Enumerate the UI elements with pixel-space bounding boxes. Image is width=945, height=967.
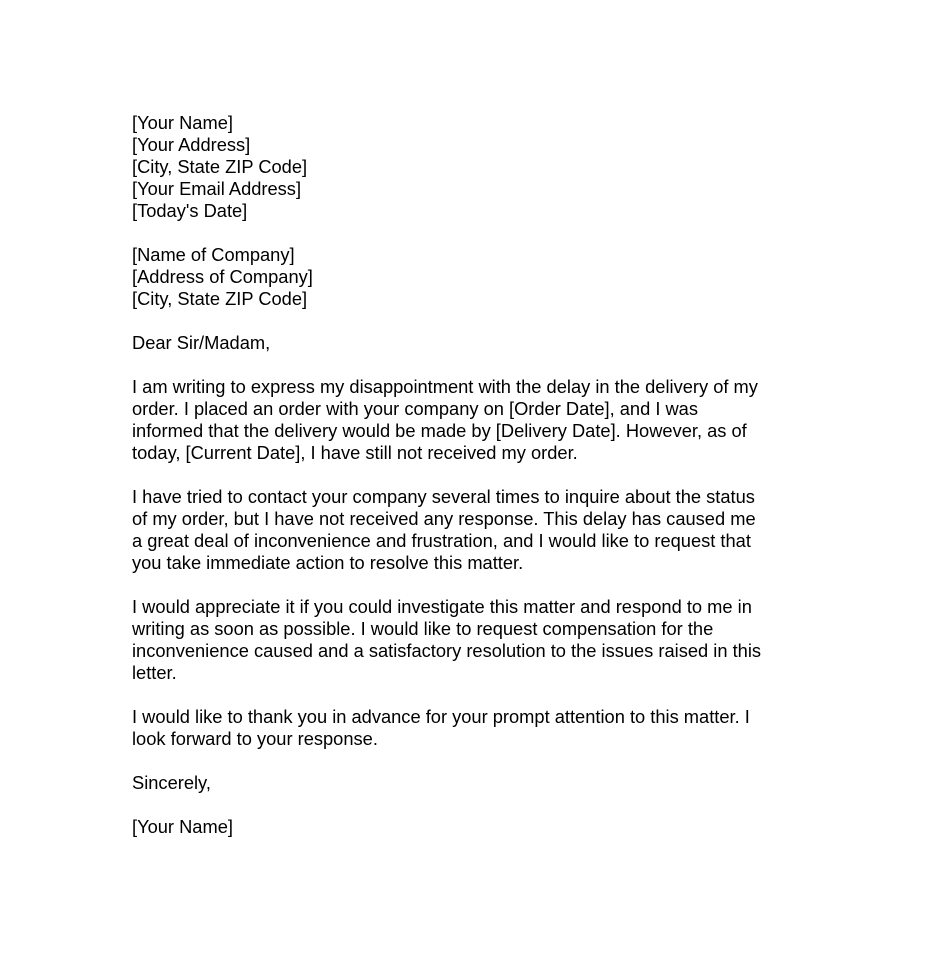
paragraph-line: I am writing to express my disappointment with the delay in the delivery of my bbox=[132, 376, 758, 397]
paragraph-line: inconvenience caused and a satisfactory resolution to the issues raised in this bbox=[132, 640, 762, 661]
body-paragraph-4 bbox=[132, 706, 812, 750]
closing-text: Sincerely, bbox=[132, 772, 211, 793]
salutation-text: Dear Sir/Madam, bbox=[132, 332, 271, 353]
complaint-letter bbox=[132, 112, 812, 860]
sender-name: [Your Name] bbox=[132, 112, 233, 133]
paragraph-line: I would appreciate it if you could investigate this matter and respond to me in bbox=[132, 596, 752, 617]
body-paragraph-3 bbox=[132, 596, 812, 684]
signature-name: [Your Name] bbox=[132, 816, 233, 837]
paragraph-line: writing as soon as possible. I would like to request compensation for the bbox=[132, 618, 714, 639]
body-paragraph-1 bbox=[132, 376, 812, 464]
recipient-company-address: [Address of Company] bbox=[132, 266, 313, 287]
closing bbox=[132, 772, 812, 794]
paragraph-line: you take immediate action to resolve this matter. bbox=[132, 552, 524, 573]
sender-address: [Your Address] bbox=[132, 134, 251, 155]
body-paragraph-2 bbox=[132, 486, 812, 574]
signature bbox=[132, 816, 812, 838]
paragraph-line: look forward to your response. bbox=[132, 728, 378, 749]
paragraph-line: a great deal of inconvenience and frustration, and I would like to request that bbox=[132, 530, 751, 551]
recipient-city-state-zip: [City, State ZIP Code] bbox=[132, 288, 308, 309]
paragraph-line: I have tried to contact your company several times to inquire about the status bbox=[132, 486, 755, 507]
sender-email: [Your Email Address] bbox=[132, 178, 302, 199]
paragraph-line: I would like to thank you in advance for your prompt attention to this matter. I bbox=[132, 706, 750, 727]
sender-address-block bbox=[132, 112, 812, 222]
paragraph-line: today, [Current Date], I have still not received my order. bbox=[132, 442, 578, 463]
paragraph-line: letter. bbox=[132, 662, 177, 683]
paragraph-line: order. I placed an order with your company on [Order Date], and I was bbox=[132, 398, 698, 419]
recipient-address-block bbox=[132, 244, 812, 310]
paragraph-line: informed that the delivery would be made by [Delivery Date]. However, as of bbox=[132, 420, 747, 441]
sender-city-state-zip: [City, State ZIP Code] bbox=[132, 156, 308, 177]
paragraph-line: of my order, but I have not received any response. This delay has caused me bbox=[132, 508, 756, 529]
letter-date: [Today's Date] bbox=[132, 200, 248, 221]
salutation bbox=[132, 332, 812, 354]
recipient-company-name: [Name of Company] bbox=[132, 244, 295, 265]
